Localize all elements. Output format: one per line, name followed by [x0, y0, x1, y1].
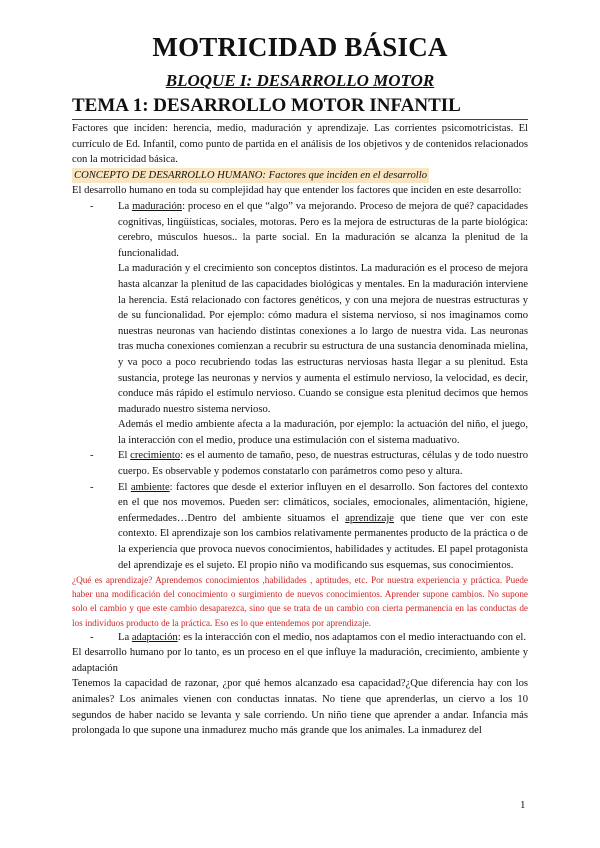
bullet-dash: - [90, 481, 94, 493]
bullet-dash: - [90, 631, 94, 643]
concepto-heading-line [72, 168, 528, 184]
list-item-ambiente: - El ambiente: factores que desde el exterior influyen en el desarrollo. Son factores del contexto en el que nos movemos. Pueden ser: climáticos, sociales, emocionales, alimentación, higiene, enfermedades…Dentro del ambiente situamos el aprendizaje que tiene que ver con este contexto. El aprendizaje son los cambios relativamente permanentes producto de la práctica o de la experiencia que provoca nuevos conocimientos, habilidades y actitudes. El papel protagonista del aprendizaje es el sujeto. El propio niño va modificando sus esquemas, sus conocimientos. [90, 481, 528, 571]
page-number: 1 [520, 799, 526, 811]
maduracion-text-3: Además el medio ambiente afecta a la maduración, por ejemplo: la actuación del niño, el juego, la interacción con el medio, produce una estimulación con el sistema maduativo. [118, 419, 528, 446]
list-item-maduracion: - La maduración: proceso en el que “algo” va mejorando. Proceso de mejora de qué? capacidades cognitivas, lingüísticas, sociales, motoras. Pero es la mejora de estructuras de la parte biológica: cerebro, músculos huesos.. la parte social. En la maduración se alcanza la plenitud de la funcionalidad. La maduración y el crecimiento son conceptos distintos. La maduración es el proceso de mejora hasta alcanzar la plenitud de las capacidades biológicas y mentales. En la maduración interviene la herencia. Está relacionado con factores genéticos, y con una mejora de nuestras estructuras y de su funcionalidad. Por ejemplo: cómo madura el sistema nervioso, si nos imaginamos como nuestras neuronas van haciendo distintas conexiones a lo largo de nuestra vida. Las neuronas tras mucha conexiones comienzan a recubrir su estructura de una sustancia denominada mielina, y va poco a poco recubriendo todas las estructuras nerviosas hasta llegar a su plenitud. Esta sustancia, protege las neuronas y nervios y aumenta el estímulo nervioso, la velocidad, es decir, conduce más rápido el estímulo nervioso. Cuando se consigue esta plenitud decimos que hemos madurado nuestro sistema nervioso. Además el medio ambiente afecta a la maduración, por ejemplo: la actuación del niño, el juego, la interacción con el medio, produce una estimulación con el sistema maduativo. [72, 199, 528, 449]
term-maduracion: maduración [132, 200, 183, 212]
ambiente-text-a: : factores que desde el exterior influyen en el desarrollo. Son factores del contexto en el que nos movemos. Pueden ser: climáticos, sociales, emocionales, alimentación, higiene, enfermedades…Dentro del ambiente situamos el [118, 481, 528, 524]
maduracion-text-2: La maduración y el crecimiento son conceptos distintos. La maduración es el proceso de mejora hasta alcanzar la plenitud de las capacidades biológicas y mentales. En la maduración interviene la herencia. Está relacionado con factores genéticos, y con una mejora de nuestras estructuras y de su funcionalidad. Por ejemplo: cómo madura el sistema nervioso, si nos imaginamos como nuestras neuronas van haciendo distintas conexiones a lo largo de nuestra vida. Las neuronas tras mucha conexiones comienzan a recubrir su estructura de una sustancia denominada mielina, y va poco a poco recubriendo todas las estructuras nerviosas hasta llegar a su plenitud. Esta sustancia, protege las neuronas y nervios y aumenta el estímulo nervioso, la velocidad, es decir, conduce más rápido el estímulo nervioso. Cuando se consigue esta plenitud decimos que hemos madurado nuestro sistema nervioso. [118, 263, 528, 415]
list-item-crecimiento: - El crecimiento: es el aumento de tamaño, peso, de nuestras estructuras, células y de todo nuestro cuerpo. Es observable y podemos constatarlo con parámetros como peso y altura. [90, 450, 528, 478]
bloque-heading: BLOQUE I: DESARROLLO MOTOR [165, 71, 435, 90]
list-item-adaptacion: - La adaptación: es la interacción con el medio, nos adaptamos con el medio interactuando con el. [72, 630, 528, 646]
desarrollo-paragraph: El desarrollo humano en toda su complejidad hay que entender los factores que inciden en este desarrollo: [72, 185, 522, 197]
term-crecimiento: crecimiento [130, 450, 181, 462]
document-title: MOTRICIDAD BÁSICA [152, 32, 448, 62]
maduracion-text-1: : proceso en el que “algo” va mejorando. Proceso de mejora de qué? capacidades cognitivas, lingüísticas, sociales, motoras. Pero es la mejora de estructuras de la parte biológica: cerebro, músculos huesos.. la parte social. En la maduración se alcanza la plenitud de la funcionalidad. [118, 200, 529, 259]
body-content [72, 121, 528, 739]
razonar-paragraph: Tenemos la capacidad de razonar, ¿por qué hemos alcanzado esa capacidad?¿Que diferencia hay con los animales? Los animales vienen con conductas innatas. No tiene que aprenderlas, un ciervo a los 10 segundos de haber nacido se levanta y sale corriendo. Un niño tiene que aprender a andar. Infancia más prolongada lo que supone una inmadurez mucho más grande que los animales. La inmadurez del [72, 678, 528, 737]
aprendizaje-note: ¿Qué es aprendizaje? Aprendemos conocimientos ,habilidades , aptitudes, etc. Por nuestra experiencia y práctica. Puede haber una modificación del conocimiento o surgimiento de nuevos conocimientos. Aprender supone cambios. No supone solo el cambio y que este cambio desaparezca, sino que se trata de un cambio con cierta permanencia en las conductas de los individuos producto de la práctica. Eso es lo que entendemos por aprendizaje. [72, 575, 528, 628]
intro-paragraph: Factores que inciden: herencia, medio, maduración y aprendizaje. Las corrientes psicomotricistas. El currículo de Ed. Infantil, como punto de partida en el análisis de los objetivos y de contenidos relacionados con la motricidad básica. [72, 123, 528, 166]
heading-rule [72, 119, 528, 120]
bullet-dash: - [90, 200, 94, 212]
ambiente-text-b: que tiene que ver con este contexto. El aprendizaje son los cambios relativamente permanentes producto de la práctica o de la experiencia que provoca nuevos conocimientos, habilidades y actitudes. El papel protagonista del aprendizaje es el sujeto. El propio niño va modificando sus esquemas, sus conocimientos. [118, 512, 528, 571]
adaptacion-text: : es la interacción con el medio, nos adaptamos con el medio interactuando con el. [177, 631, 527, 643]
concepto-heading: CONCEPTO DE DESARROLLO HUMANO: Factores que inciden en el desarrollo [74, 169, 427, 181]
crecimiento-text: : es el aumento de tamaño, peso, de nuestras estructuras, células y de todo nuestro cuerpo. Es observable y podemos constatarlo con parámetros como peso y altura. [118, 450, 528, 478]
term-adaptacion: adaptación [131, 631, 178, 643]
tema-heading: TEMA 1: DESARROLLO MOTOR INFANTIL [72, 95, 461, 116]
bullet-dash: - [90, 450, 94, 462]
term-ambiente: ambiente [130, 481, 170, 493]
summary-paragraph: El desarrollo humano por lo tanto, es un proceso en el que influye la maduración, crecimiento, ambiente y adaptación [72, 647, 528, 674]
term-aprendizaje: aprendizaje [345, 512, 395, 524]
